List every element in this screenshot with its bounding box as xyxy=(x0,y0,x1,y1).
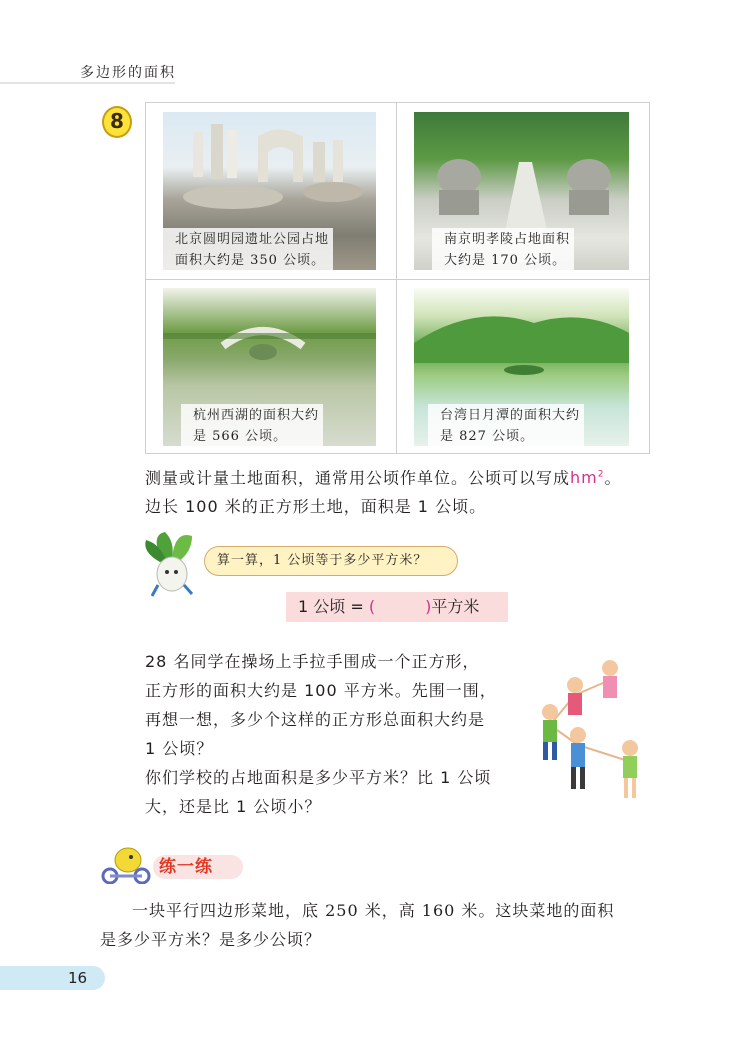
photo-yuanmingyuan xyxy=(163,112,376,270)
page-number: 16 xyxy=(68,969,88,987)
speech-bubble: 算一算，1 公顷等于多少平方米？ xyxy=(204,546,458,576)
photo-caption: 台湾日月潭的面积大约 是 827 公顷。 xyxy=(428,404,584,446)
activity-paragraph: 28 名同学在操场上手拉手围成一个正方形， 正方形的面积大约是 100 平方米。先围一围， 再想一想，多少个这样的正方形总面积大约是 1 公顷？ 你们学校的占地面积是多少平方米？比 1 公顷 大，还是比 1 公顷小？ xyxy=(145,652,497,816)
grid-divider-vertical xyxy=(396,102,397,454)
photo-sun-moon-lake xyxy=(414,288,629,446)
example-number-badge: 8 xyxy=(102,106,132,138)
unit-hectare-symbol: $hm^2$ xyxy=(570,468,605,488)
photo-mingxiaoling xyxy=(414,112,629,270)
practice-problem: 一块平行四边形菜地，底 250 米，高 160 米。这块菜地的面积 是多少平方米？是多少公顷？ xyxy=(100,901,615,949)
photo-caption: 杭州西湖的面积大约 是 566 公顷。 xyxy=(181,404,323,446)
radish-mascot-icon xyxy=(140,530,206,600)
formula-box: 1 公顷 = ( )平方米 xyxy=(286,592,508,622)
answer-blank-close: ) xyxy=(425,597,432,616)
photo-west-lake xyxy=(163,288,376,446)
header-divider xyxy=(0,82,175,84)
intro-paragraph xyxy=(145,461,665,521)
photo-caption: 南京明孝陵占地面积 大约是 170 公顷。 xyxy=(432,228,574,270)
page-number-bar xyxy=(0,966,105,990)
page-header: 多边形的面积 xyxy=(80,65,176,81)
practice-heading: 练一练 xyxy=(153,855,243,879)
intro-line-2: 边长 100 米的正方形土地，面积是 1 公顷。 xyxy=(145,497,487,517)
grid-divider-horizontal xyxy=(145,279,650,280)
photo-caption: 北京圆明园遗址公园占地 面积大约是 350 公顷。 xyxy=(163,228,333,270)
intro-line-1: 测量或计量土地面积，通常用公顷作单位。公顷可以写成$hm^2$。 xyxy=(145,468,622,488)
mascot-on-bike-icon xyxy=(98,846,156,884)
answer-blank-open: ( xyxy=(368,597,376,616)
children-holding-hands-illustration xyxy=(530,650,655,805)
